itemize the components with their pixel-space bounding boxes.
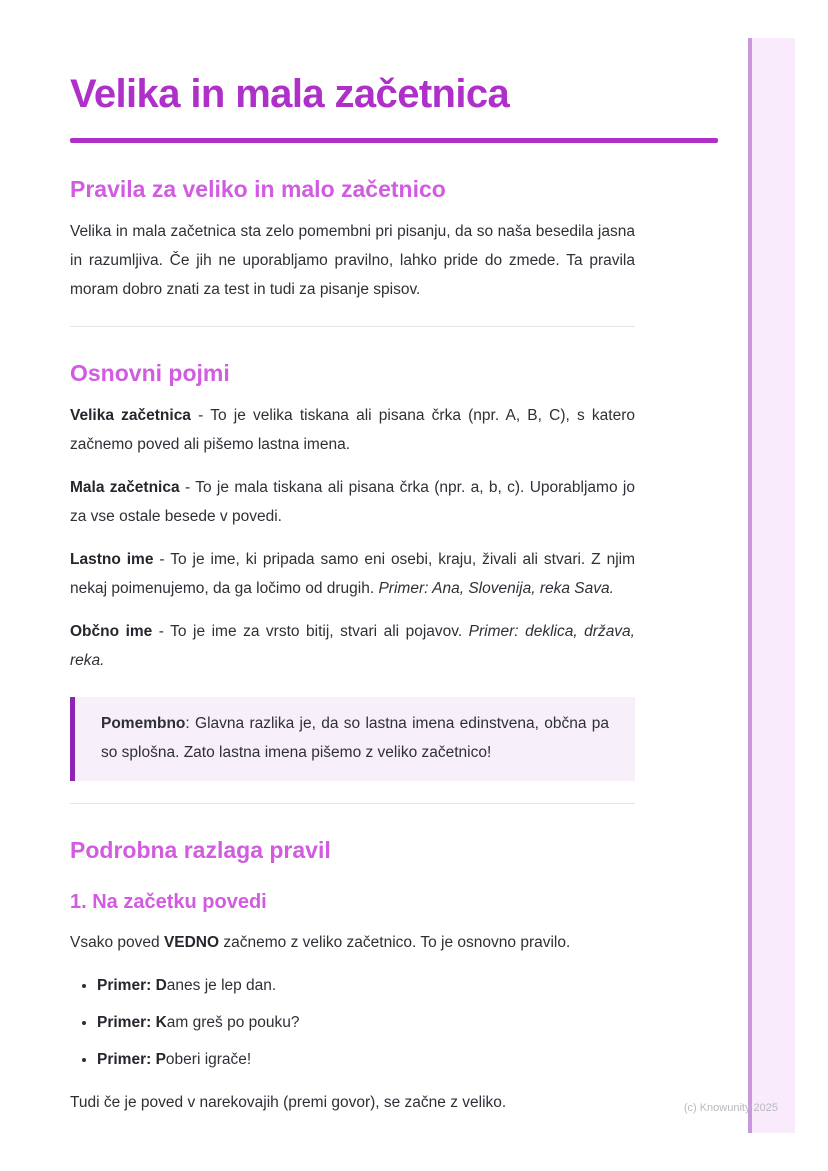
definition-lastno-ime	[70, 545, 635, 603]
definition-term: Občno ime	[70, 623, 153, 640]
definition-mala-zacetnica	[70, 473, 635, 531]
definition-term: Lastno ime	[70, 551, 154, 568]
definition-separator: -	[179, 479, 196, 496]
list-item	[97, 1008, 635, 1037]
callout-text: Glavna razlika je, da so lastna imena edinstvena, občna pa so splošna. Zato lastna imena pišemo z veliko začetnico!	[101, 715, 609, 761]
title-underline-rule	[70, 138, 718, 143]
list-item	[97, 971, 635, 1000]
definition-separator: -	[153, 551, 171, 568]
definition-text: To je ime, ki pripada samo eni osebi, kraju, živali ali stvari. Z njim nekaj poimenujemo, da ga ločimo od drugih.	[70, 551, 635, 597]
example-rest: anes je lep dan.	[166, 977, 277, 994]
list-item	[97, 1045, 635, 1074]
definition-term: Velika začetnica	[70, 407, 191, 424]
definition-term: Mala začetnica	[70, 479, 180, 496]
example-lead: Primer: K	[97, 1014, 167, 1031]
document-content	[70, 72, 635, 1117]
definition-text: To je ime za vrsto bitij, stvari ali pojavov.	[170, 623, 469, 640]
podrobna-heading: Podrobna razlaga pravil	[70, 837, 331, 863]
definition-obcno-ime	[70, 617, 635, 675]
rule1-intro-bold: VEDNO	[163, 934, 220, 951]
rule1-closing: Tudi če je poved v narekovajih (premi govor), se začne z veliko.	[70, 1094, 507, 1111]
section-intro	[70, 175, 635, 304]
page-title: Velika in mala začetnica	[70, 72, 510, 116]
intro-paragraph: Velika in mala začetnica sta zelo pomembni pri pisanju, da so naša besedila jasna in razumljiva. Če jih ne uporabljamo pravilno, lahko pride do zmede. Ta pravila moram dobro znati za test in tudi za pisanje spisov.	[70, 223, 635, 298]
rule1-intro-post: začnemo z veliko začetnico. To je osnovno pravilo.	[219, 934, 571, 951]
rule1-intro-pre: Vsako poved	[70, 934, 164, 951]
section-osnovni-pojmi	[70, 359, 635, 781]
definition-velika-zacetnica	[70, 401, 635, 459]
callout-separator: :	[185, 715, 196, 732]
important-callout	[70, 697, 635, 781]
divider	[70, 326, 635, 327]
rule1-example-list	[70, 971, 635, 1074]
copyright-watermark: (c) Knowunity 2025	[683, 1102, 778, 1114]
intro-heading: Pravila za veliko in malo začetnico	[70, 176, 446, 202]
osnovni-heading: Osnovni pojmi	[70, 360, 230, 386]
definition-example: Primer: deklica, država, reka.	[70, 623, 635, 669]
section-podrobna-razlaga	[70, 836, 635, 1117]
rule1-heading: 1. Na začetku povedi	[70, 891, 267, 913]
definition-text: To je velika tiskana ali pisana črka (npr. A, B, C), s katero začnemo poved ali pišemo lastna imena.	[70, 407, 635, 453]
example-rest: oberi igrače!	[165, 1051, 252, 1068]
callout-paragraph	[101, 709, 609, 767]
example-rest: am greš po pouku?	[166, 1014, 300, 1031]
definition-text: To je mala tiskana ali pisana črka (npr. a, b, c). Uporabljamo jo za vse ostale besede v povedi.	[70, 479, 635, 525]
example-lead: Primer: P	[97, 1051, 166, 1068]
definition-example: Primer: Ana, Slovenija, reka Sava.	[378, 580, 614, 597]
right-accent-band	[748, 38, 795, 1133]
example-lead: Primer: D	[97, 977, 167, 994]
divider	[70, 803, 635, 804]
definition-separator: -	[152, 623, 171, 640]
rule1-intro	[70, 928, 635, 957]
definition-separator: -	[190, 407, 211, 424]
callout-label: Pomembno	[101, 715, 186, 732]
